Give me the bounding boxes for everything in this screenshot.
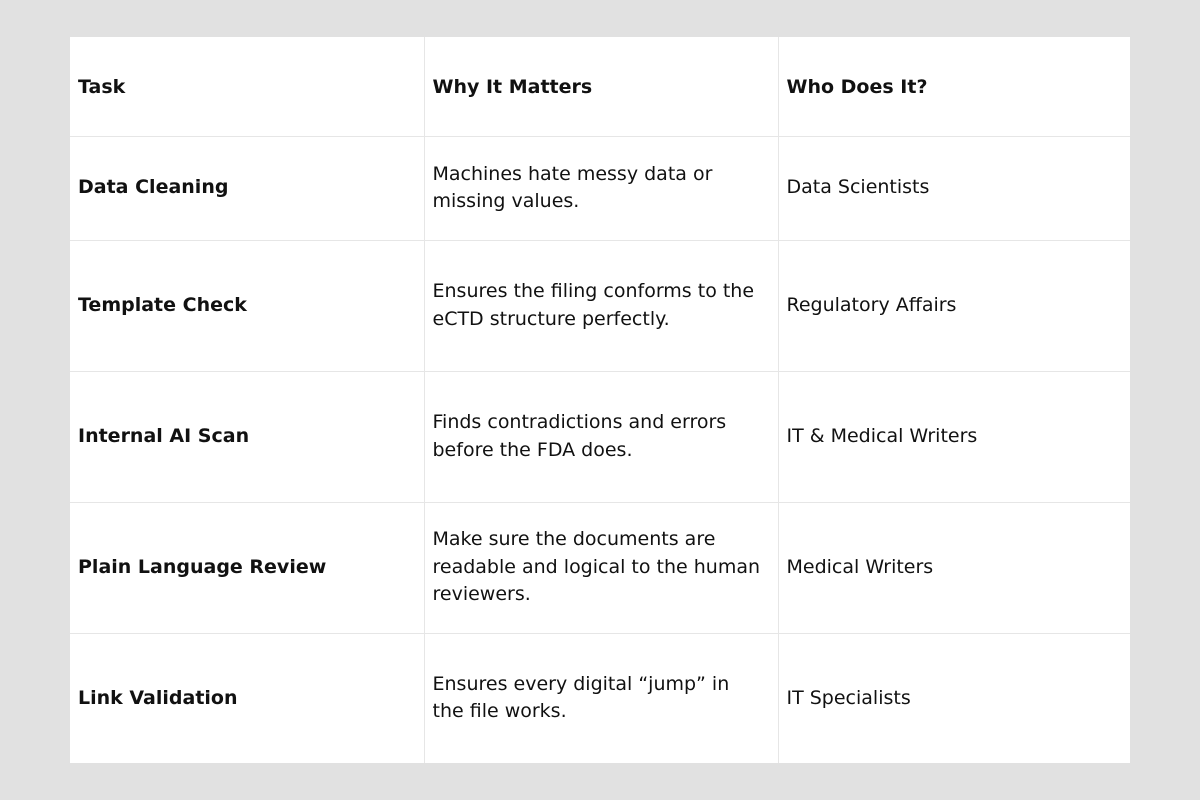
why-cell: Finds contradictions and errors before the FDA does. — [424, 371, 778, 502]
task-cell: Plain Language Review — [70, 502, 424, 633]
header-why-it-matters: Why It Matters — [424, 37, 778, 136]
who-cell: IT & Medical Writers — [778, 371, 1130, 502]
table-row — [70, 371, 1130, 502]
task-cell: Data Cleaning — [70, 136, 424, 240]
why-cell: Ensures the filing conforms to the eCTD structure perfectly. — [424, 240, 778, 371]
table-header-row — [70, 37, 1130, 136]
why-cell: Machines hate messy data or missing values. — [424, 136, 778, 240]
why-cell: Make sure the documents are readable and logical to the human reviewers. — [424, 502, 778, 633]
table-row — [70, 502, 1130, 633]
task-cell: Link Validation — [70, 633, 424, 763]
header-task: Task — [78, 75, 126, 98]
who-cell: Regulatory Affairs — [778, 240, 1130, 371]
table-row — [70, 633, 1130, 763]
header-who-does-it: Who Does It? — [778, 37, 1130, 136]
who-cell: Data Scientists — [778, 136, 1130, 240]
table-row — [70, 136, 1130, 240]
why-cell: Ensures every digital “jump” in the file works. — [424, 633, 778, 763]
who-cell: IT Specialists — [778, 633, 1130, 763]
table-row — [70, 240, 1130, 371]
who-cell: Medical Writers — [778, 502, 1130, 633]
task-table-card — [70, 37, 1130, 763]
task-table — [70, 37, 1130, 763]
task-cell: Internal AI Scan — [70, 371, 424, 502]
task-cell: Template Check — [70, 240, 424, 371]
